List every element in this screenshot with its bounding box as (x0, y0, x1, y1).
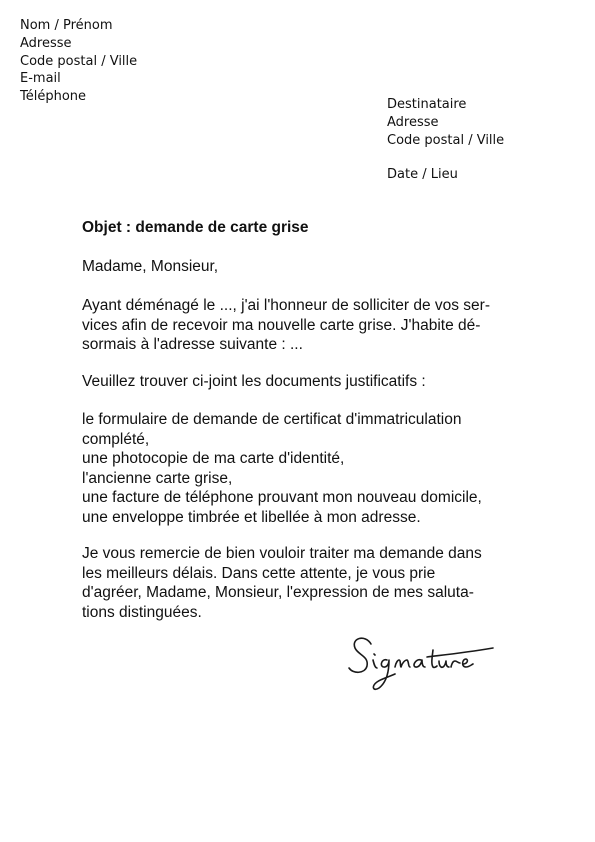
list-item: une photocopie de ma carte d'identité, (82, 450, 345, 467)
sender-address: Adresse (20, 35, 72, 51)
letter-greeting: Madame, Monsieur, (82, 258, 219, 275)
paragraph-line: vices afin de recevoir ma nouvelle carte grise. J'habite dé- (82, 316, 481, 334)
recipient-address: Adresse (387, 114, 439, 130)
list-item: une facture de téléphone prouvant mon nouveau domicile, (82, 489, 482, 506)
signature-drawing (343, 630, 503, 700)
sender-phone: Téléphone (20, 89, 87, 105)
list-item: l'ancienne carte grise, (82, 469, 233, 487)
sender-name: Nom / Prénom (20, 18, 113, 33)
letter-paragraph-documents-intro: Veuillez trouver ci-joint les documents justificatifs : (82, 373, 426, 390)
paragraph-line: Ayant déménagé le ..., j'ai l'honneur de solliciter de vos ser- (82, 297, 490, 314)
paragraph-line: Je vous remercie de bien vouloir traiter ma demande dans (82, 545, 482, 562)
paragraph-line: d'agréer, Madame, Monsieur, l'expression de mes saluta- (82, 584, 474, 601)
recipient-name: Destinataire (387, 97, 467, 112)
list-item: complété, (82, 430, 150, 448)
letter-paragraph-intro (82, 296, 490, 355)
sender-block (20, 17, 137, 106)
list-item: une enveloppe timbrée et libellée à mon adresse. (82, 508, 421, 526)
paragraph-line: tions distinguées. (82, 603, 202, 621)
date-place: Date / Lieu (387, 167, 458, 182)
documents-list (82, 410, 482, 527)
paragraph-line: sormais à l'adresse suivante : ... (82, 336, 303, 353)
handwritten-signature (343, 630, 503, 705)
paragraph-line: les meilleurs délais. Dans cette attente, je vous prie (82, 564, 436, 582)
sender-postal-city: Code postal / Ville (20, 53, 138, 69)
letter-paragraph-closing (82, 544, 482, 622)
recipient-block (387, 96, 504, 149)
recipient-postal-city: Code postal / Ville (387, 132, 505, 148)
sender-email: E-mail (20, 71, 61, 87)
list-item: le formulaire de demande de certificat d'immatriculation (82, 411, 462, 428)
letter-subject: Objet : demande de carte grise (82, 219, 309, 236)
